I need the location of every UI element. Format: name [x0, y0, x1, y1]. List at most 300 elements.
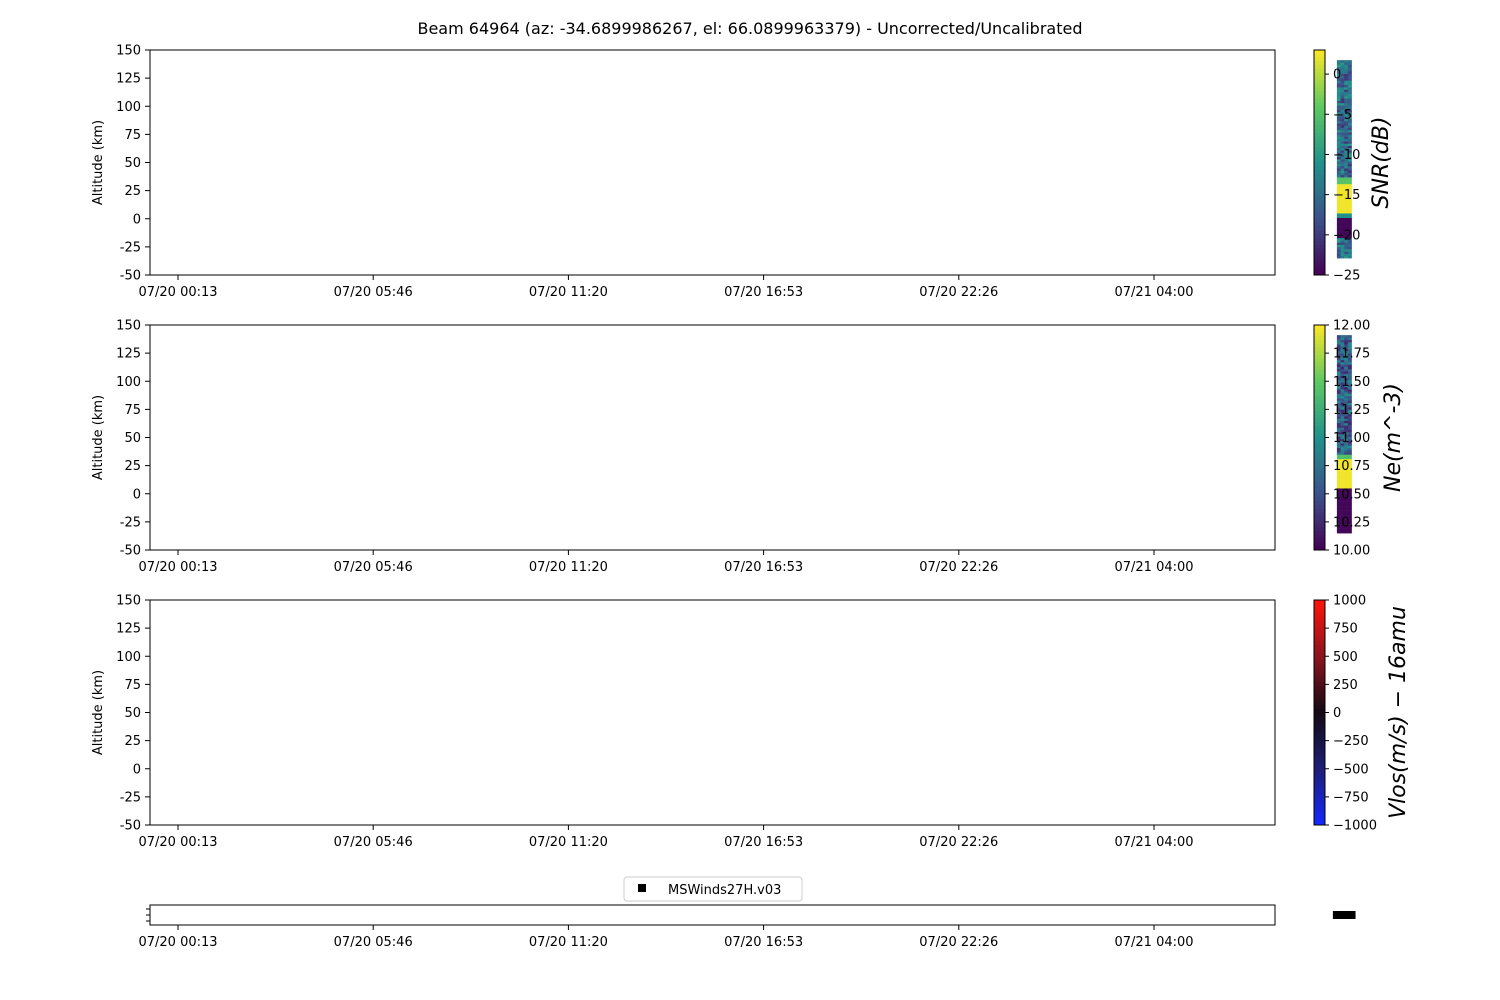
colorbar-tick-label: 10.00: [1333, 543, 1371, 559]
y-tick-label: 75: [124, 677, 141, 693]
colorbar-segment: [1314, 189, 1325, 193]
colorbar-segment: [1314, 438, 1325, 442]
colorbar-segment: [1314, 196, 1325, 200]
heatmap-cell: [1344, 256, 1348, 259]
heatmap-cell: [1337, 94, 1341, 97]
heatmap-cell: [1341, 128, 1345, 131]
x-tick-label: 07/21 04:00: [1114, 935, 1194, 950]
colorbar-segment: [1314, 54, 1325, 58]
x-tick-label: 07/20 16:53: [724, 560, 804, 575]
heatmap-cell: [1344, 98, 1348, 101]
colorbar-segment: [1314, 520, 1325, 524]
colorbar-segment: [1314, 336, 1325, 340]
heatmap-cell: [1337, 371, 1341, 374]
heatmap-cell: [1337, 254, 1341, 257]
heatmap-cell: [1344, 481, 1348, 484]
colorbar-segment: [1314, 656, 1325, 660]
colorbar-segment: [1314, 791, 1325, 795]
colorbar-segment: [1314, 204, 1325, 208]
colorbar-segment: [1314, 649, 1325, 653]
heatmap-cell: [1348, 175, 1352, 178]
colorbar-segment: [1314, 528, 1325, 532]
colorbar-segment: [1314, 516, 1325, 520]
heatmap-cell: [1348, 177, 1352, 180]
heatmap-cell: [1341, 177, 1345, 180]
heatmap-cell: [1337, 168, 1341, 171]
colorbar-segment: [1314, 359, 1325, 363]
heatmap-cell: [1348, 87, 1352, 90]
colorbar-segment: [1314, 95, 1325, 99]
colorbar-segment: [1314, 363, 1325, 367]
heatmap-cell: [1337, 335, 1341, 338]
colorbar-segment: [1314, 626, 1325, 630]
x-tick-label: 07/20 05:46: [333, 835, 413, 850]
heatmap-cell: [1344, 87, 1348, 90]
colorbar-segment: [1314, 219, 1325, 223]
colorbar-segment: [1314, 735, 1325, 739]
heatmap-cell: [1348, 511, 1352, 514]
heatmap-cell: [1337, 101, 1341, 104]
colorbar-segment: [1314, 114, 1325, 118]
colorbar-segment: [1314, 423, 1325, 427]
y-axis-label: Altitude (km): [91, 119, 106, 206]
colorbar-segment: [1314, 630, 1325, 634]
heatmap-cell: [1348, 123, 1352, 126]
heatmap-cell: [1337, 340, 1341, 343]
heatmap-cell: [1337, 83, 1341, 86]
heatmap-cell: [1341, 224, 1345, 227]
heatmap-cell: [1348, 69, 1352, 72]
heatmap-cell: [1344, 164, 1348, 167]
heatmap-cell: [1341, 251, 1345, 254]
heatmap-cell: [1344, 125, 1348, 128]
heatmap-cell: [1344, 60, 1348, 63]
heatmap-cell: [1341, 132, 1345, 135]
heatmap-cell: [1348, 222, 1352, 225]
heatmap-cell: [1341, 137, 1345, 140]
colorbar-segment: [1314, 256, 1325, 260]
axes-frame: [150, 905, 1275, 925]
colorbar-segment: [1314, 728, 1325, 732]
colorbar-segment: [1314, 679, 1325, 683]
heatmap-cell: [1337, 425, 1341, 428]
panel-4: [138, 905, 1355, 950]
y-tick-label: 100: [116, 99, 141, 115]
heatmap-cell: [1344, 367, 1348, 370]
heatmap-cell: [1344, 206, 1348, 209]
heatmap-cell: [1337, 475, 1341, 478]
y-tick-label: 75: [124, 402, 141, 418]
colorbar-segment: [1314, 690, 1325, 694]
heatmap-cell: [1344, 364, 1348, 367]
colorbar-segment: [1314, 351, 1325, 355]
heatmap-cell: [1337, 504, 1341, 507]
heatmap-cell: [1341, 450, 1345, 453]
colorbar-label: Ne(m^-3): [1381, 383, 1406, 492]
heatmap-cell: [1348, 391, 1352, 394]
x-tick-label: 07/20 00:13: [138, 835, 218, 850]
heatmap-cell: [1344, 204, 1348, 207]
heatmap-cell: [1341, 103, 1345, 106]
heatmap-cell: [1337, 182, 1341, 185]
heatmap-cell: [1348, 418, 1352, 421]
colorbar-segment: [1314, 758, 1325, 762]
heatmap-cell: [1341, 477, 1345, 480]
colorbar-segment: [1314, 148, 1325, 152]
colorbar-segment: [1314, 600, 1325, 604]
heatmap-cell: [1341, 213, 1345, 216]
colorbar-segment: [1314, 623, 1325, 627]
colorbar-segment: [1314, 619, 1325, 623]
colorbar-segment: [1314, 415, 1325, 419]
heatmap-cell: [1337, 218, 1341, 221]
heatmap-cell: [1344, 76, 1348, 79]
heatmap-cell: [1344, 130, 1348, 133]
colorbar-segment: [1314, 129, 1325, 133]
heatmap-cell: [1344, 452, 1348, 455]
heatmap-cell: [1348, 531, 1352, 534]
heatmap-cell: [1341, 342, 1345, 345]
x-tick-label: 07/20 05:46: [333, 935, 413, 950]
colorbar-segment: [1314, 226, 1325, 230]
colorbar-segment: [1314, 720, 1325, 724]
heatmap-cell: [1348, 218, 1352, 221]
heatmap-cell: [1344, 396, 1348, 399]
heatmap-cell: [1337, 418, 1341, 421]
heatmap-cell: [1341, 182, 1345, 185]
heatmap-cell: [1337, 484, 1341, 487]
colorbar-segment: [1314, 230, 1325, 234]
colorbar-segment: [1314, 713, 1325, 717]
heatmap-cell: [1341, 92, 1345, 95]
heatmap-cell: [1337, 362, 1341, 365]
heatmap-cell: [1348, 369, 1352, 372]
heatmap-cell: [1341, 254, 1345, 257]
heatmap-cell: [1344, 85, 1348, 88]
heatmap-cell: [1344, 251, 1348, 254]
heatmap-cell: [1337, 251, 1341, 254]
colorbar-segment: [1314, 374, 1325, 378]
y-axis-label: Altitude (km): [91, 394, 106, 481]
heatmap-cell: [1344, 337, 1348, 340]
heatmap-cell: [1341, 218, 1345, 221]
heatmap-cell: [1337, 173, 1341, 176]
heatmap-cell: [1344, 69, 1348, 72]
heatmap-cell: [1337, 481, 1341, 484]
heatmap-cell: [1344, 65, 1348, 68]
colorbar-tick-label: −10: [1333, 147, 1361, 163]
colorbar-segment: [1314, 660, 1325, 664]
colorbar-segment: [1314, 178, 1325, 182]
colorbar-segment: [1314, 705, 1325, 709]
colorbar-segment: [1314, 645, 1325, 649]
heatmap-cell: [1341, 166, 1345, 169]
x-tick-label: 07/20 11:20: [528, 935, 608, 950]
colorbar-segment: [1314, 411, 1325, 415]
colorbar-segment: [1314, 653, 1325, 657]
heatmap-cell: [1348, 394, 1352, 397]
y-tick-label: 50: [124, 706, 141, 721]
colorbar-segment: [1314, 683, 1325, 687]
heatmap-cell: [1344, 371, 1348, 374]
colorbar-segment: [1314, 483, 1325, 487]
heatmap-cell: [1348, 80, 1352, 83]
heatmap-cell: [1348, 220, 1352, 223]
colorbar-tick-label: −750: [1333, 790, 1369, 806]
y-tick-label: 150: [116, 43, 141, 59]
colorbar-segment: [1314, 163, 1325, 167]
colorbar-tick-label: 250: [1333, 677, 1358, 693]
y-tick-label: 150: [116, 318, 141, 334]
colorbar-segment: [1314, 468, 1325, 472]
heatmap-cell: [1348, 67, 1352, 70]
heatmap-cell: [1348, 251, 1352, 254]
colorbar-segment: [1314, 65, 1325, 69]
colorbar-segment: [1314, 260, 1325, 264]
heatmap-cell: [1341, 508, 1345, 511]
heatmap-cell: [1344, 173, 1348, 176]
heatmap-cell: [1348, 98, 1352, 101]
colorbar-segment: [1314, 430, 1325, 434]
heatmap-cell: [1337, 211, 1341, 214]
colorbar-tick-label: −500: [1333, 762, 1369, 778]
colorbar-segment: [1314, 211, 1325, 215]
y-tick-label: 25: [124, 459, 141, 475]
heatmap-cell: [1341, 362, 1345, 365]
heatmap-cell: [1337, 452, 1341, 455]
heatmap-cell: [1344, 96, 1348, 99]
panel-3: [91, 594, 1411, 851]
heatmap-cell: [1348, 215, 1352, 218]
colorbar-segment: [1314, 675, 1325, 679]
colorbar-segment: [1314, 731, 1325, 735]
heatmap-cell: [1337, 531, 1341, 534]
colorbar-segment: [1314, 773, 1325, 777]
heatmap-cell: [1348, 454, 1352, 457]
heatmap-cell: [1341, 427, 1345, 430]
heatmap-cell: [1344, 182, 1348, 185]
colorbar-segment: [1314, 140, 1325, 144]
colorbar-segment: [1314, 746, 1325, 750]
heatmap-cell: [1341, 222, 1345, 225]
colorbar-segment: [1314, 641, 1325, 645]
colorbar-segment: [1314, 604, 1325, 608]
y-tick-label: 25: [124, 734, 141, 750]
heatmap-cell: [1337, 177, 1341, 180]
heatmap-cell: [1344, 249, 1348, 252]
colorbar-segment: [1314, 125, 1325, 129]
colorbar-segment: [1314, 185, 1325, 189]
colorbar-segment: [1314, 400, 1325, 404]
heatmap-cell: [1348, 96, 1352, 99]
heatmap-cell: [1348, 209, 1352, 212]
heatmap-cell: [1348, 65, 1352, 68]
heatmap-cell: [1344, 247, 1348, 250]
heatmap-cell: [1341, 481, 1345, 484]
colorbar-segment: [1314, 200, 1325, 204]
heatmap-cell: [1337, 204, 1341, 207]
heatmap-cell: [1348, 170, 1352, 173]
heatmap-cell: [1341, 394, 1345, 397]
heatmap-cell: [1348, 85, 1352, 88]
x-tick-label: 07/20 00:13: [138, 935, 218, 950]
x-tick-label: 07/20 11:20: [528, 560, 608, 575]
colorbar-segment: [1314, 453, 1325, 457]
heatmap-cell: [1348, 134, 1352, 137]
heatmap-cell: [1344, 179, 1348, 182]
heatmap-cell: [1337, 130, 1341, 133]
heatmap-cell: [1344, 166, 1348, 169]
y-tick-label: 75: [124, 127, 141, 143]
x-tick-label: 07/20 00:13: [138, 560, 218, 575]
colorbar-tick-label: 10.50: [1333, 487, 1371, 503]
heatmap-cell: [1344, 391, 1348, 394]
colorbar-segment: [1314, 396, 1325, 400]
y-tick-label: 100: [116, 374, 141, 390]
heatmap-cell: [1344, 67, 1348, 70]
heatmap-cell: [1341, 206, 1345, 209]
colorbar-segment: [1314, 724, 1325, 728]
colorbar-segment: [1314, 509, 1325, 513]
heatmap-cell: [1341, 371, 1345, 374]
heatmap-cell: [1348, 342, 1352, 345]
x-tick-label: 07/20 11:20: [528, 285, 608, 300]
heatmap-cell: [1348, 479, 1352, 482]
heatmap-cell: [1337, 247, 1341, 250]
heatmap-cell: [1337, 166, 1341, 169]
heatmap-cell: [1337, 450, 1341, 453]
colorbar-segment: [1314, 378, 1325, 382]
heatmap-cell: [1341, 504, 1345, 507]
colorbar-segment: [1314, 490, 1325, 494]
colorbar-segment: [1314, 76, 1325, 80]
heatmap-cell: [1344, 418, 1348, 421]
colorbar-segment: [1314, 268, 1325, 272]
heatmap-cell: [1344, 220, 1348, 223]
heatmap-cell: [1348, 423, 1352, 426]
heatmap-cell: [1348, 245, 1352, 248]
x-tick-label: 07/20 22:26: [919, 285, 999, 300]
heatmap-cell: [1341, 168, 1345, 171]
heatmap-cell: [1341, 452, 1345, 455]
colorbar-segment: [1314, 159, 1325, 163]
colorbar-segment: [1314, 215, 1325, 219]
heatmap-cell: [1344, 484, 1348, 487]
heatmap-cell: [1337, 96, 1341, 99]
heatmap-cell: [1341, 211, 1345, 214]
colorbar-segment: [1314, 535, 1325, 539]
y-tick-label: 0: [132, 762, 141, 778]
heatmap-cell: [1348, 504, 1352, 507]
colorbar-segment: [1314, 241, 1325, 245]
x-tick-label: 07/21 04:00: [1114, 835, 1194, 850]
colorbar-segment: [1314, 170, 1325, 174]
heatmap-cell: [1344, 506, 1348, 509]
heatmap-cell: [1348, 83, 1352, 86]
heatmap-cell: [1337, 206, 1341, 209]
colorbar-segment: [1314, 136, 1325, 140]
axes-frame: [150, 325, 1275, 550]
heatmap-cell: [1348, 125, 1352, 128]
colorbar-segment: [1314, 264, 1325, 268]
heatmap-cell: [1348, 475, 1352, 478]
heatmap-cell: [1344, 89, 1348, 92]
series-point: [1348, 911, 1356, 919]
heatmap-cell: [1337, 60, 1341, 63]
colorbar-segment: [1314, 709, 1325, 713]
y-tick-label: 125: [116, 346, 141, 362]
heatmap-cell: [1337, 103, 1341, 106]
heatmap-cell: [1341, 139, 1345, 142]
heatmap-cell: [1348, 396, 1352, 399]
heatmap-cell: [1344, 123, 1348, 126]
colorbar-segment: [1314, 795, 1325, 799]
heatmap-cell: [1341, 531, 1345, 534]
heatmap-cell: [1341, 479, 1345, 482]
heatmap-cell: [1344, 211, 1348, 214]
heatmap-cell: [1341, 249, 1345, 252]
colorbar-segment: [1314, 743, 1325, 747]
heatmap-cell: [1348, 477, 1352, 480]
heatmap-cell: [1337, 222, 1341, 225]
legend-label: MSWinds27H.v03: [668, 883, 782, 898]
colorbar-segment: [1314, 434, 1325, 438]
heatmap-cell: [1337, 396, 1341, 399]
heatmap-cell: [1337, 394, 1341, 397]
heatmap-cell: [1337, 134, 1341, 137]
colorbar-segment: [1314, 776, 1325, 780]
heatmap-cell: [1337, 132, 1341, 135]
heatmap-cell: [1348, 484, 1352, 487]
colorbar-segment: [1314, 166, 1325, 170]
heatmap-cell: [1348, 249, 1352, 252]
heatmap-cell: [1337, 342, 1341, 345]
colorbar-segment: [1314, 505, 1325, 509]
colorbar-segment: [1314, 408, 1325, 412]
colorbar-tick-label: −250: [1333, 734, 1369, 750]
colorbar-segment: [1314, 245, 1325, 249]
heatmap-cell: [1344, 141, 1348, 144]
heatmap-cell: [1348, 92, 1352, 95]
colorbar-tick-label: −20: [1333, 228, 1361, 244]
heatmap-cell: [1348, 103, 1352, 106]
heatmap-cell: [1348, 425, 1352, 428]
heatmap-cell: [1348, 206, 1352, 209]
heatmap-cell: [1341, 340, 1345, 343]
heatmap-cell: [1341, 101, 1345, 104]
heatmap-cell: [1348, 335, 1352, 338]
y-tick-label: -25: [119, 515, 141, 531]
colorbar-segment: [1314, 385, 1325, 389]
heatmap-cell: [1348, 506, 1352, 509]
heatmap-cell: [1348, 168, 1352, 171]
heatmap-cell: [1348, 166, 1352, 169]
heatmap-cell: [1337, 89, 1341, 92]
colorbar-segment: [1314, 701, 1325, 705]
heatmap-cell: [1337, 175, 1341, 178]
heatmap-cell: [1337, 249, 1341, 252]
colorbar-segment: [1314, 370, 1325, 374]
colorbar-segment: [1314, 806, 1325, 810]
heatmap-cell: [1344, 340, 1348, 343]
colorbar-segment: [1314, 110, 1325, 114]
heatmap-cell: [1341, 215, 1345, 218]
colorbar-tick-label: 11.25: [1333, 402, 1371, 418]
heatmap-cell: [1344, 177, 1348, 180]
colorbar-segment: [1314, 91, 1325, 95]
heatmap-cell: [1337, 508, 1341, 511]
y-tick-label: 50: [124, 156, 141, 171]
